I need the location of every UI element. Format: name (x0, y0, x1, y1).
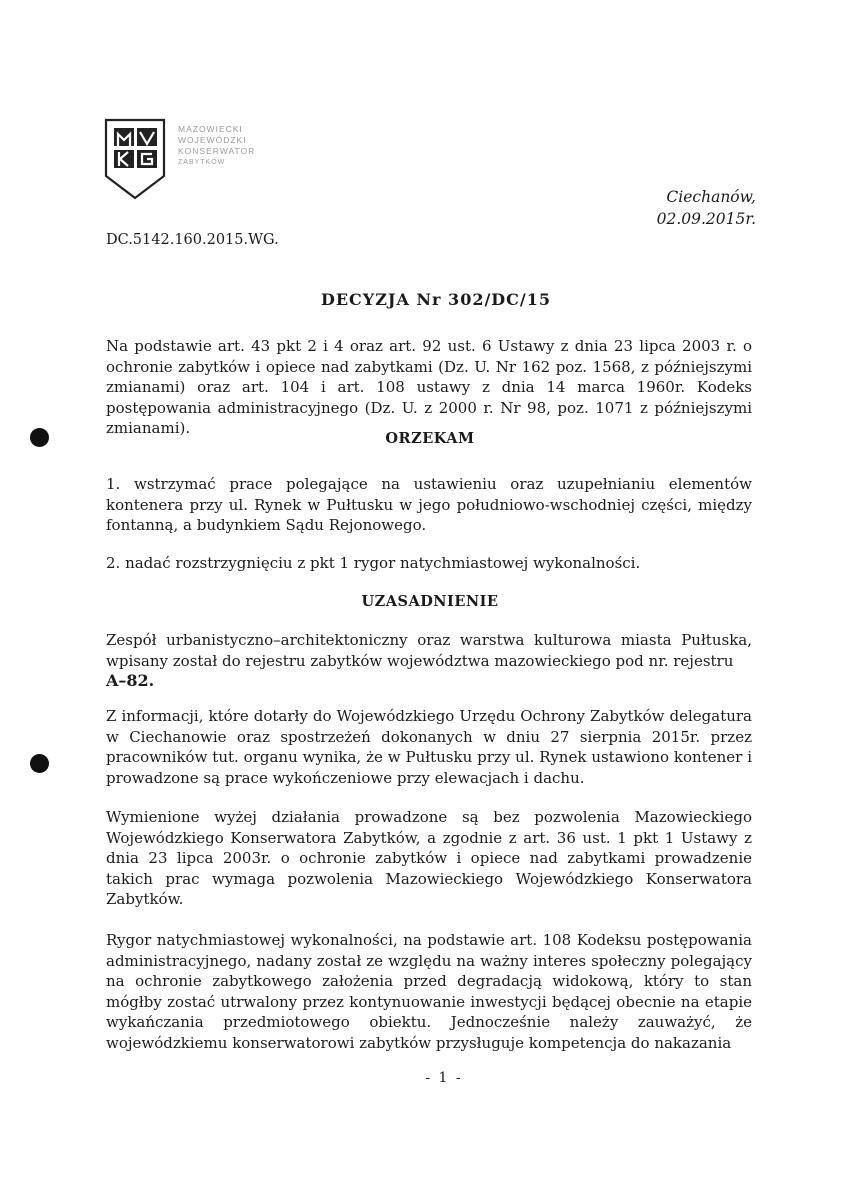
justification-heading: UZASADNIENIE (361, 593, 499, 610)
place-date-block (657, 186, 756, 230)
justification-paragraph-1-text: Zespół urbanistyczno–architektoniczny oraz warstwa kulturowa miasta Pułtuska, wpisany został do rejestru zabytków województwa mazowieckiego pod nr. rejestru (106, 631, 752, 670)
justification-paragraph-2: Z informacji, które dotarły do Wojewódzkiego Urzędu Ochrony Zabytków delegatura w Ciechanowie oraz spostrzeżeń dokonanych w dniu 27 sierpnia 2015r. przez pracowników tut. organu wynika, że w Pułtusku przy ul. Rynek ustawiono kontener i prowadzone są prace wykończeniowe przy elewacjach i dachu. (106, 707, 752, 787)
logo-line: KONSERWATOR (178, 146, 256, 156)
punch-hole (30, 428, 49, 447)
place: Ciechanów, (666, 188, 756, 206)
logo-shield-icon (104, 118, 166, 200)
register-number: A–82. (106, 671, 155, 690)
date: 02.09.2015r. (656, 210, 756, 228)
conservator-logo (104, 118, 166, 200)
case-signature: DC.5142.160.2015.WG. (106, 232, 279, 248)
ruling-heading: ORZEKAM (385, 430, 475, 447)
punch-hole (30, 754, 49, 773)
document-title: DECYZJA Nr 302/DC/15 (320, 290, 552, 309)
legal-basis: Na podstawie art. 43 pkt 2 i 4 oraz art. 92 ust. 6 Ustawy z dnia 23 lipca 2003 r. o ochronie zabytków i opiece nad zabytkami (Dz. U. Nr 162 poz. 1568, z późniejszymi zmianami) oraz art. 104 i art. 108 ustawy z dnia 14 marca 1960r. Kodeks postępowania administracyjnego (Dz. U. z 2000 r. Nr 98, poz. 1071 z późniejszymi zmianami). (106, 337, 752, 437)
logo-line: WOJEWÓDZKI (178, 135, 247, 145)
justification-paragraph-1 (106, 630, 752, 692)
justification-paragraph-4: Rygor natychmiastowej wykonalności, na podstawie art. 108 Kodeksu postępowania administracyjnego, nadany został ze względu na ważny interes społeczny polegający na ochronie zabytkowego założenia przed degradacją widokową, który to stan mógłby zostać utrwalony przez kontynuowanie inwestycji będącej obecnie na etapie wykańczania przedmiotowego obiektu. Jednocześnie należy zauważyć, że wojewódzkiemu konserwatorowi zabytków przysługuje kompetencja do nakazania (106, 931, 752, 1052)
justification-paragraph-3: Wymienione wyżej działania prowadzone są bez pozwolenia Mazowieckiego Wojewódzkiego Konserwatora Zabytków, a zgodnie z art. 36 ust. 1 pkt 1 Ustawy z dnia 23 lipca 2003r. o ochronie zabytków i opiece nad zabytkami prowadzenie takich prac wymaga pozwolenia Mazowieckiego Wojewódzkiego Konserwatora Zabytków. (106, 808, 752, 908)
page-number: - 1 - (425, 1070, 463, 1086)
ruling-point-2: 2. nadać rozstrzygnięciu z pkt 1 rygor natychmiastowej wykonalności. (106, 554, 641, 572)
ruling-point-1: 1. wstrzymać prace polegające na ustawieniu oraz uzupełnianiu elementów kontenera przy ul. Rynek w Pułtusku w jego południowo-wschodniej części, między fontanną, a budynkiem Sądu Rejonowego. (106, 475, 752, 534)
logo-line: MAZOWIECKI (178, 124, 243, 134)
logo-caption (178, 124, 255, 168)
logo-line: ZABYTKÓW (178, 159, 226, 166)
